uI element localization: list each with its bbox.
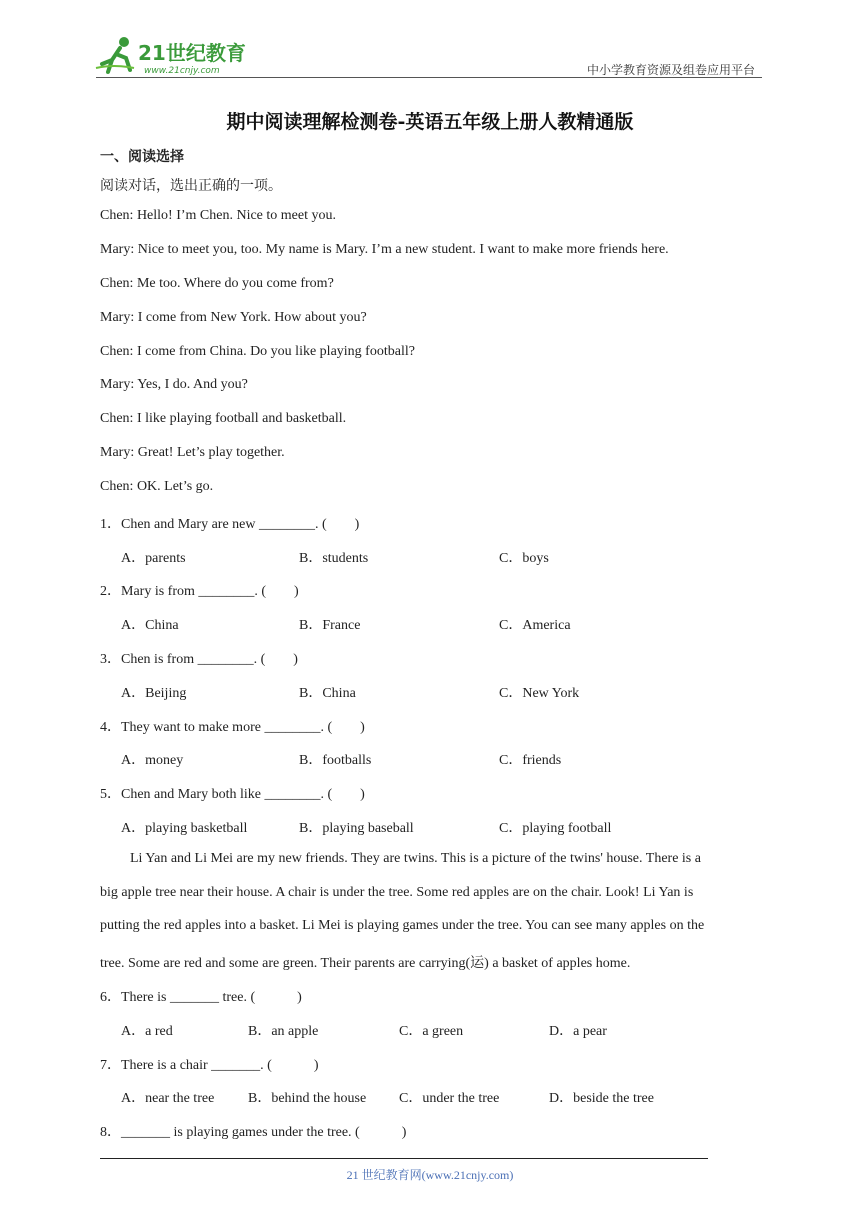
option-4a[interactable]: A．money — [121, 753, 184, 768]
option-6a[interactable]: A．a red — [121, 1024, 173, 1039]
option-5a[interactable]: A．playing basketball — [121, 821, 248, 836]
option-1a[interactable]: A．parents — [121, 551, 186, 566]
option-6c[interactable]: C．a green — [399, 1024, 464, 1039]
page-title: 期中阅读理解检测卷-英语五年级上册人教精通版 — [226, 111, 634, 133]
question-2: 2．Mary is from ________. ( ) — [100, 584, 299, 599]
option-2c[interactable]: C．America — [499, 618, 571, 633]
footer-divider — [100, 1158, 708, 1159]
passage-line: big apple tree near their house. A chair is under the tree. Some red apples are on the chair. Look! Li Yan is — [100, 885, 694, 900]
option-5b[interactable]: B．playing baseball — [299, 821, 414, 836]
question-8: 8．_______ is playing games under the tree. ( ) — [100, 1125, 407, 1140]
dialogue-line: Mary: I come from New York. How about you? — [100, 310, 367, 325]
option-2a[interactable]: A．China — [121, 618, 179, 633]
option-3c[interactable]: C．New York — [499, 686, 580, 701]
dialogue-line: Chen: Me too. Where do you come from? — [100, 276, 334, 291]
logo-url-text: www.21cnjy.com — [144, 66, 220, 76]
option-7c[interactable]: C．under the tree — [399, 1091, 500, 1106]
dialogue-line: Chen: Hello! I’m Chen. Nice to meet you. — [100, 208, 336, 223]
option-7a[interactable]: A．near the tree — [121, 1091, 215, 1106]
question-1: 1．Chen and Mary are new ________. ( ) — [100, 517, 360, 532]
header-divider — [96, 77, 762, 78]
instruction-text: 阅读对话，选出正确的一项。 — [100, 178, 282, 194]
runner-icon — [96, 37, 134, 72]
question-4: 4．They want to make more ________. ( ) — [100, 720, 365, 735]
question-6: 6．There is _______ tree. ( ) — [100, 990, 302, 1005]
passage-line: Li Yan and Li Mei are my new friends. They are twins. This is a picture of the twins' house. There is a — [130, 851, 701, 866]
footer-text[interactable]: 21 世纪教育网(www.21cnjy.com) — [346, 1168, 514, 1182]
dialogue-line: Mary: Yes, I do. And you? — [100, 377, 248, 392]
option-5c[interactable]: C．playing football — [499, 821, 612, 836]
option-1c[interactable]: C．boys — [499, 551, 549, 566]
option-6b[interactable]: B．an apple — [248, 1024, 319, 1039]
question-7: 7．There is a chair _______. ( ) — [100, 1058, 319, 1073]
section-heading: 一、阅读选择 — [100, 149, 184, 165]
site-logo — [94, 34, 264, 76]
dialogue-line: Chen: I come from China. Do you like playing football? — [100, 344, 415, 359]
option-6d[interactable]: D．a pear — [549, 1024, 607, 1039]
passage-line: putting the red apples into a basket. Li Mei is playing games under the tree. You can see many apples on the — [100, 918, 705, 933]
platform-name: 中小学教育资源及组卷应用平台 — [586, 63, 755, 77]
dialogue-line: Chen: OK. Let’s go. — [100, 479, 214, 494]
option-3b[interactable]: B．China — [299, 686, 356, 701]
passage-line: tree. Some are red and some are green. Their parents are carrying(运) a basket of apples home. — [100, 956, 631, 971]
option-3a[interactable]: A．Beijing — [121, 686, 187, 701]
question-3: 3．Chen is from ________. ( ) — [100, 652, 298, 667]
question-5: 5．Chen and Mary both like ________. ( ) — [100, 787, 365, 802]
option-4c[interactable]: C．friends — [499, 753, 562, 768]
dialogue-line: Chen: I like playing football and basketball. — [100, 411, 347, 426]
option-2b[interactable]: B．France — [299, 618, 361, 633]
dialogue-line: Mary: Nice to meet you, too. My name is Mary. I’m a new student. I want to make more friends here. — [100, 242, 669, 257]
option-7d[interactable]: D．beside the tree — [549, 1091, 654, 1106]
option-7b[interactable]: B．behind the house — [248, 1091, 367, 1106]
option-4b[interactable]: B．footballs — [299, 753, 372, 768]
logo-brand-text: 21世纪教育 — [138, 41, 246, 65]
option-1b[interactable]: B．students — [299, 551, 369, 566]
dialogue-line: Mary: Great! Let’s play together. — [100, 445, 285, 460]
